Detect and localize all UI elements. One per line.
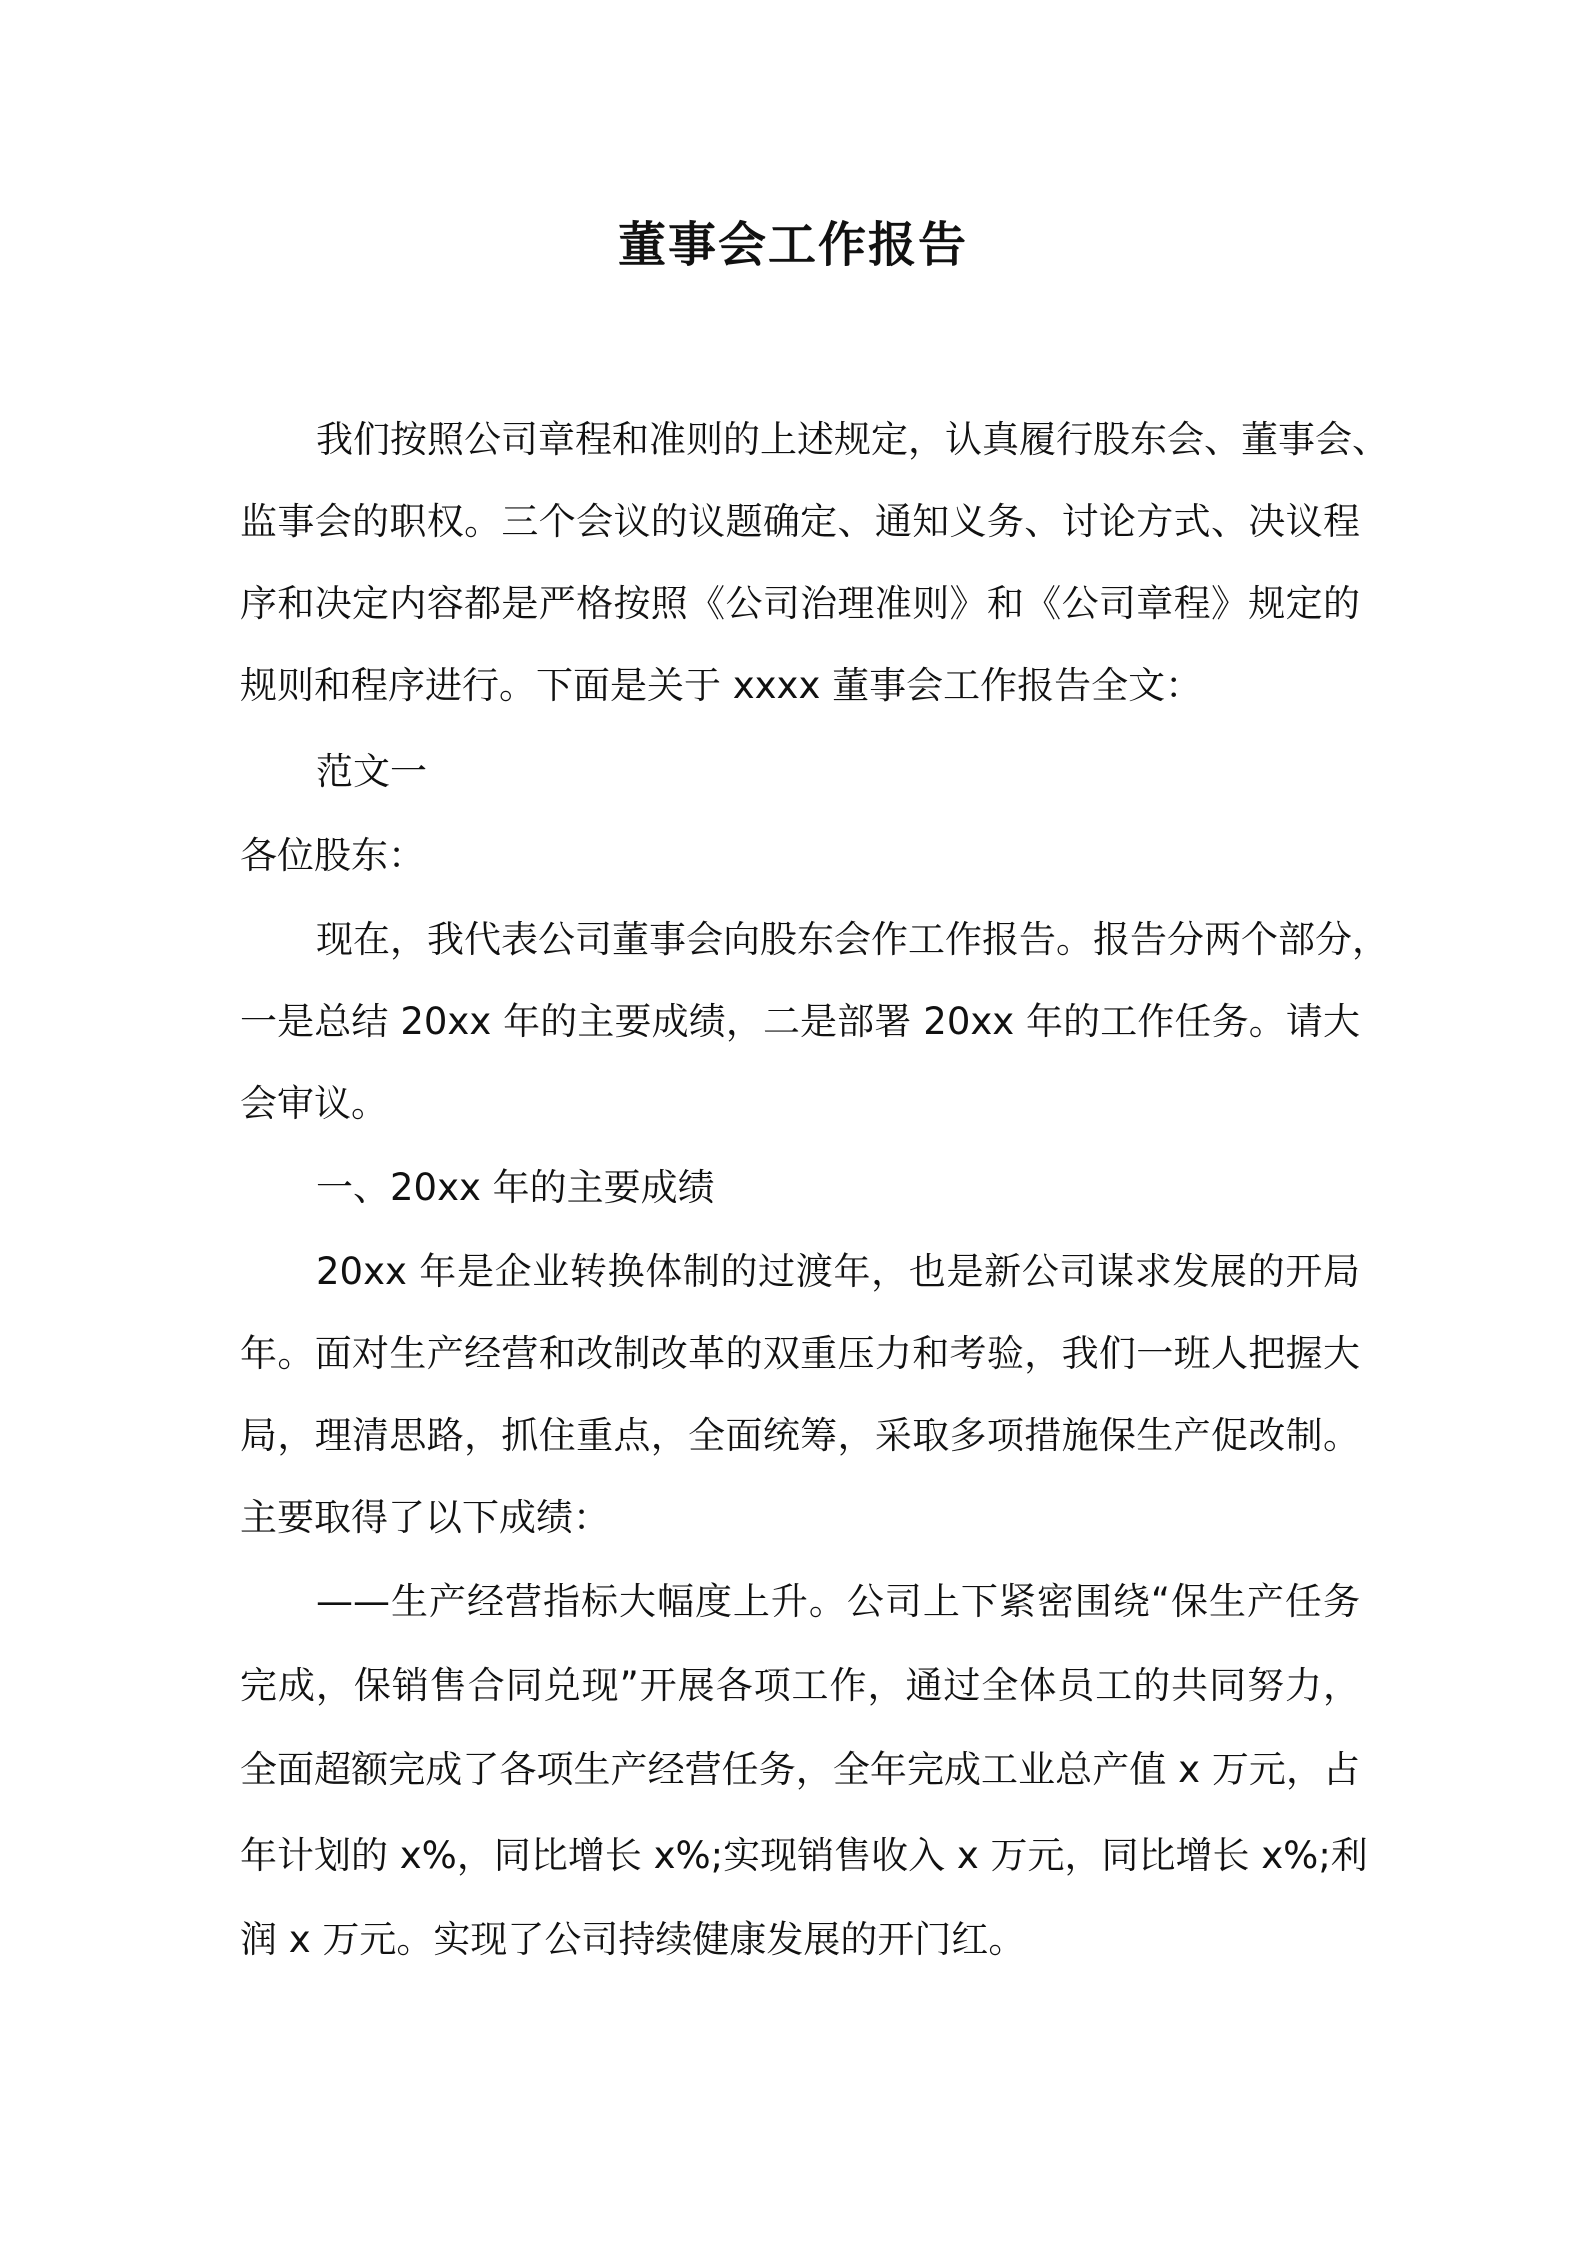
paragraph-line: 序和决定内容都是严格按照《公司治理准则》和《公司章程》规定的 — [240, 582, 1360, 625]
paragraph-line: 润 x 万元。实现了公司持续健康发展的开门红。 — [240, 1918, 1026, 1961]
paragraph-line: 局，理清思路，抓住重点，全面统筹，采取多项措施保生产促改制。 — [240, 1414, 1360, 1457]
paragraph-line: 现在，我代表公司董事会向股东会作工作报告。报告分两个部分， — [316, 918, 1389, 961]
paragraph-line: 会审议。 — [240, 1082, 388, 1125]
paragraph-line: 年计划的 x%，同比增长 x%;实现销售收入 x 万元，同比增长 x%;利 — [240, 1834, 1368, 1877]
paragraph-line: 主要取得了以下成绩： — [240, 1496, 610, 1539]
salutation: 各位股东： — [240, 834, 425, 877]
paragraph-line: 年。面对生产经营和改制改革的双重压力和考验，我们一班人把握大 — [240, 1332, 1360, 1375]
paragraph-line: 完成，保销售合同兑现”开展各项工作，通过全体员工的共同努力， — [240, 1664, 1360, 1707]
paragraph-line: 我们按照公司章程和准则的上述规定，认真履行股东会、董事会、 — [316, 418, 1389, 461]
paragraph-line: 全面超额完成了各项生产经营任务，全年完成工业总产值 x 万元，占 — [240, 1748, 1360, 1791]
paragraph-line: ——生产经营指标大幅度上升。公司上下紧密围绕“保生产任务 — [316, 1580, 1360, 1623]
section-label: 范文一 — [316, 750, 427, 793]
paragraph-line: 规则和程序进行。下面是关于 xxxx 董事会工作报告全文： — [240, 664, 1203, 707]
paragraph-line: 20xx 年是企业转换体制的过渡年，也是新公司谋求发展的开局 — [316, 1250, 1360, 1293]
document-title: 董事会工作报告 — [617, 217, 968, 273]
paragraph-line: 一是总结 20xx 年的主要成绩，二是部署 20xx 年的工作任务。请大 — [240, 1000, 1360, 1043]
paragraph-line: 监事会的职权。三个会议的议题确定、通知义务、讨论方式、决议程 — [240, 500, 1360, 543]
section-heading: 一、20xx 年的主要成绩 — [316, 1166, 715, 1209]
